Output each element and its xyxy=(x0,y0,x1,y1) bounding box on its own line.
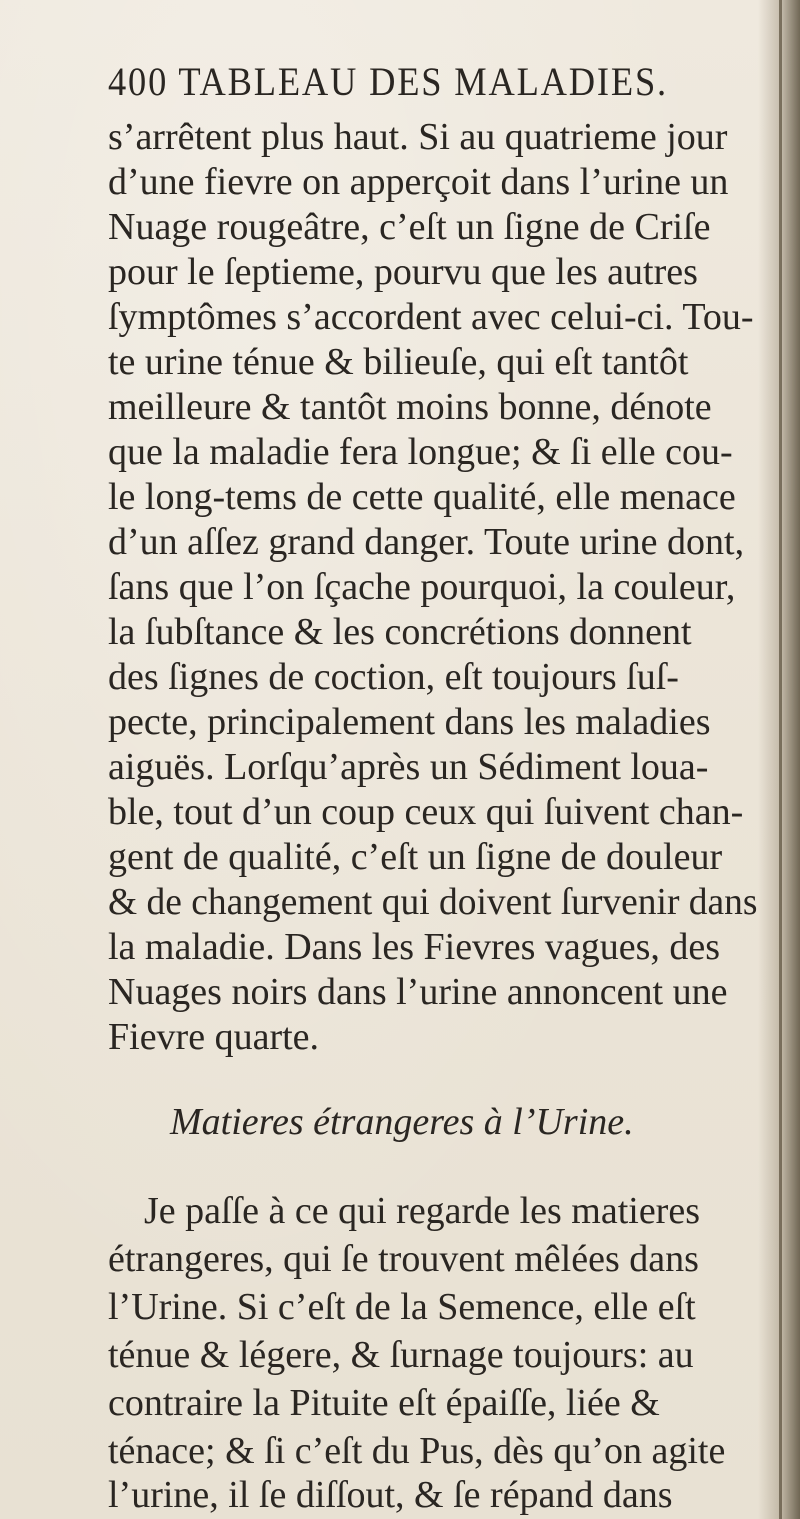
text-line: ſans que l’on ſçache pourquoi, la couleur, xyxy=(108,566,736,608)
text-line: aiguës. Lorſqu’après un Sédiment loua- xyxy=(108,746,709,788)
text-line: ble, tout d’un coup ceux qui ſuivent chan- xyxy=(108,791,744,833)
text-line: meilleure & tantôt moins bonne, dénote xyxy=(108,386,712,428)
text-line: ténue & légere, & ſurnage toujours: au xyxy=(108,1334,694,1376)
text-line: d’une fievre on apperçoit dans l’urine un xyxy=(108,161,729,203)
text-line: ſymptômes s’accordent avec celui-ci. Tou- xyxy=(108,296,754,338)
section-heading: Matieres étrangeres à l’Urine. xyxy=(170,1101,634,1143)
text-line: s’arrêtent plus haut. Si au quatrieme jour xyxy=(108,116,728,158)
text-line: Je paſſe à ce qui regarde les matieres xyxy=(144,1190,700,1232)
text-line: Fievre quarte. xyxy=(108,1016,320,1058)
text-line: pecte, principalement dans les maladies xyxy=(108,701,711,743)
text-line: Nuage rougeâtre, c’eſt un ſigne de Criſe xyxy=(108,206,711,248)
text-line: l’urine, il ſe diſſout, & ſe répand dans xyxy=(108,1474,673,1516)
running-head: 400 TABLEAU DES MALADIES. xyxy=(108,59,668,104)
text-line: pour le ſeptieme, pourvu que les autres xyxy=(108,251,698,293)
text-line: des ſignes de coction, eſt toujours ſuſ- xyxy=(108,656,679,698)
text-line: l’Urine. Si c’eſt de la Semence, elle eſt xyxy=(108,1286,696,1328)
page-edge-line xyxy=(779,0,782,1519)
text-line: & de changement qui doivent ſurvenir dans xyxy=(108,881,758,923)
text-line: le long-tems de cette qualité, elle menace xyxy=(108,476,736,518)
text-line: contraire la Pituite eſt épaiſſe, liée & xyxy=(108,1382,660,1424)
text-line: ténace; & ſi c’eſt du Pus, dès qu’on agite xyxy=(108,1430,726,1472)
text-line: la ſubſtance & les concrétions donnent xyxy=(108,611,692,653)
text-line: la maladie. Dans les Fievres vagues, des xyxy=(108,926,721,968)
text-line: Nuages noirs dans l’urine annoncent une xyxy=(108,971,728,1013)
text-line: étrangeres, qui ſe trouvent mêlées dans xyxy=(108,1238,699,1280)
text-line: que la maladie fera longue; & ſi elle cou- xyxy=(108,431,733,473)
text-line: gent de qualité, c’eſt un ſigne de douleur xyxy=(108,836,723,878)
text-line: d’un aſſez grand danger. Toute urine dont, xyxy=(108,521,745,563)
text-line: te urine ténue & bilieuſe, qui eſt tantôt xyxy=(108,341,689,383)
